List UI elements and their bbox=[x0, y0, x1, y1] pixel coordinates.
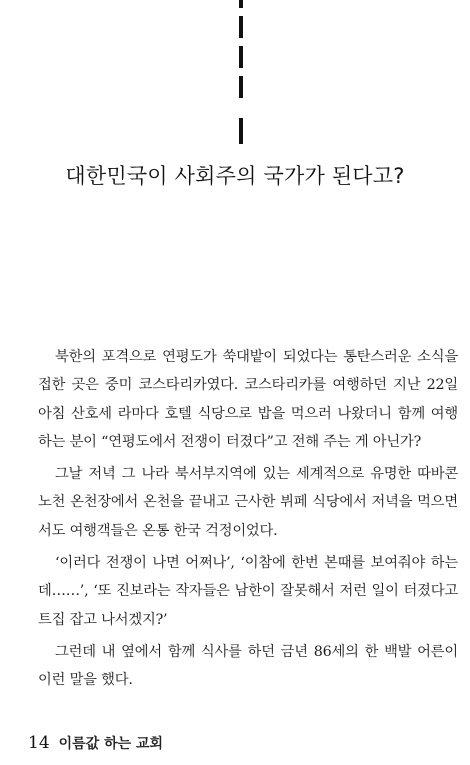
dash-segment bbox=[239, 0, 243, 8]
paragraph: 북한의 포격으로 연평도가 쑥대밭이 되었다는 통탄스러운 소식을 접한 곳은 중미 코스타리카였다. 코스타리카를 여행하던 지난 22일 아침 산호세 라마다 호텔 식당으로 밥을 먹으러 나왔더니 함께 여행하는 분이 “연평도에서 전쟁이 터졌다”고 전해 주는 게 아닌가? bbox=[38, 349, 458, 450]
page-number: 14 bbox=[28, 733, 50, 753]
paragraph: 그런데 내 옆에서 함께 식사를 하던 금년 86세의 한 백발 어른이 이런 말을 했다. bbox=[38, 643, 458, 689]
body-text bbox=[38, 343, 458, 699]
dash-segment bbox=[239, 76, 243, 98]
paragraph: 그날 저녁 그 나라 북서부지역에 있는 세계적으로 유명한 따바콘 노천 온천장에서 온천을 끝내고 근사한 뷔페 식당에서 저녁을 먹으면서도 여행객들은 온통 한국 걱정이었다. bbox=[38, 466, 458, 539]
dash-segment bbox=[239, 118, 243, 144]
page-footer bbox=[28, 733, 163, 753]
dash-segment bbox=[239, 46, 243, 68]
chapter-title: 대한민국이 사회주의 국가가 된다고? bbox=[65, 164, 405, 188]
running-title: 이름값 하는 교회 bbox=[58, 736, 164, 752]
dash-segment bbox=[239, 16, 243, 38]
paragraph: ‘이러다 전쟁이 나면 어쩌나’, ‘이참에 한번 본때를 보여줘야 하는데……’, ‘또 진보라는 작자들은 남한이 잘못해서 저런 일이 터졌다고 트집 잡고 나서겠지?’ bbox=[38, 555, 458, 628]
